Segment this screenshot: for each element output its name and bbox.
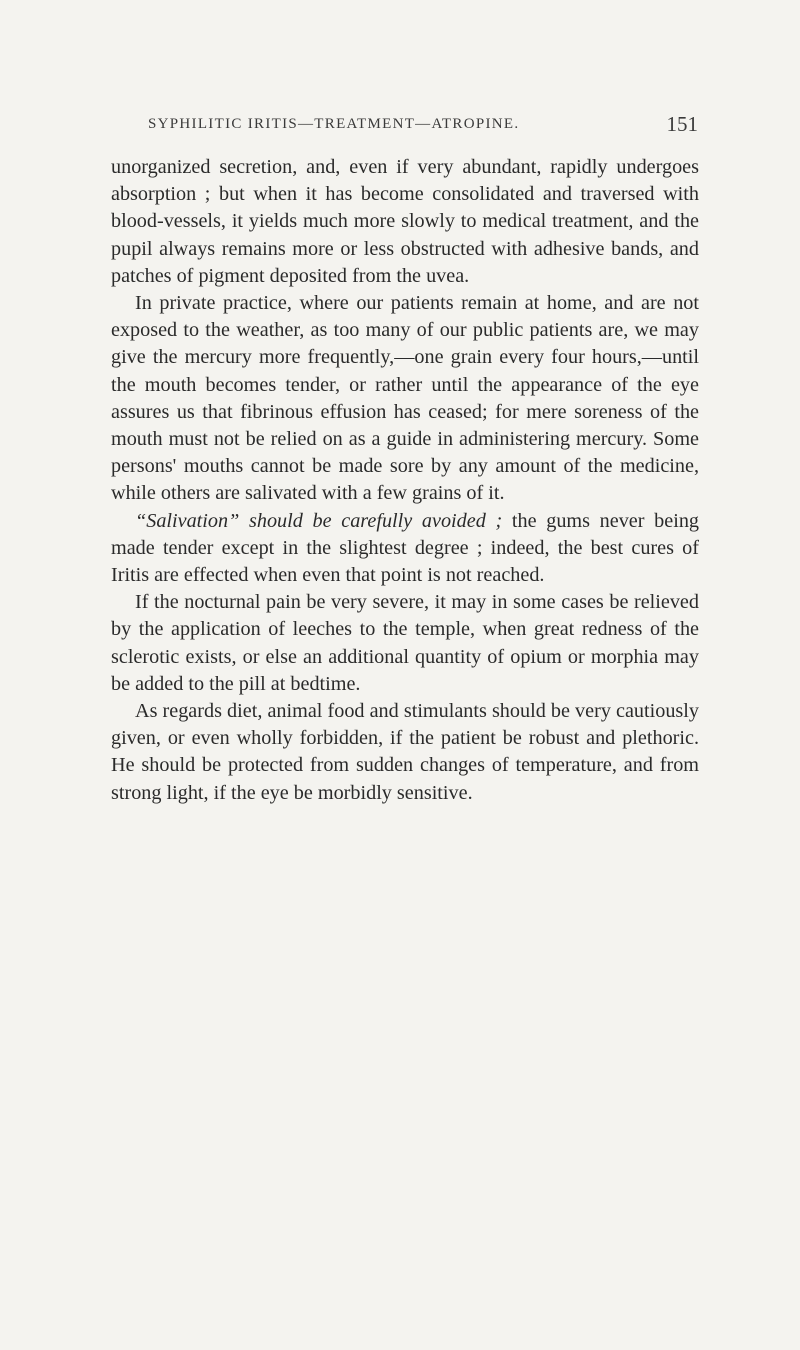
paragraph-5 <box>111 698 699 807</box>
paragraph-1 <box>111 154 699 290</box>
paragraph-4-text: If the nocturnal pain be very severe, it may in some cases be relieved by the application of leeches to the temple, when great redness of the sclerotic exists, or else an additional quantity of opium or morphia may be added to the pill at bedtime. <box>111 591 699 695</box>
paragraph-3-italic-lead: “Salivation” should be carefully avoided ; <box>135 509 503 532</box>
paragraph-1-text: unorganized secretion, and, even if very abundant, rapidly undergoes absorption ; but when it has become consolidated and traversed with blood-vessels, it yields much more slowly to medical treatment, and the pupil always remains more or less obstructed with adhesive bands, and patches of pigment deposited from the uvea. <box>111 156 699 287</box>
page-body <box>111 154 699 807</box>
paragraph-3-text: the gums never being made tender except in the slightest degree ; indeed, the best cures of Iritis are effected when even that point is not reached. <box>111 509 700 587</box>
running-header <box>148 112 698 136</box>
paragraph-5-text: As regards diet, animal food and stimulants should be very cautiously given, or even wholly forbidden, if the patient be robust and plethoric. He should be protected from sudden changes of temperature, and from strong light, if the eye be morbidly sensitive. <box>111 700 699 804</box>
paragraph-4 <box>111 589 699 698</box>
running-title: SYPHILITIC IRITIS—TREATMENT—ATROPINE. <box>148 116 520 132</box>
paragraph-2-text: In private practice, where our patients remain at home, and are not exposed to the weather, as too many of our public patients are, we may give the mercury more frequently,—one grain every four hours,—until the mouth becomes tender, or rather until the appearance of the eye assures us that fibrinous effusion has ceased; for mere soreness of the mouth must not be relied on as a guide in administering mercury. Some persons' mouths cannot be made sore by any amount of the medicine, while others are salivated with a few grains of it. <box>111 292 699 505</box>
page-number: 151 <box>666 112 698 136</box>
paragraph-2 <box>111 290 699 508</box>
paragraph-3 <box>111 508 699 590</box>
